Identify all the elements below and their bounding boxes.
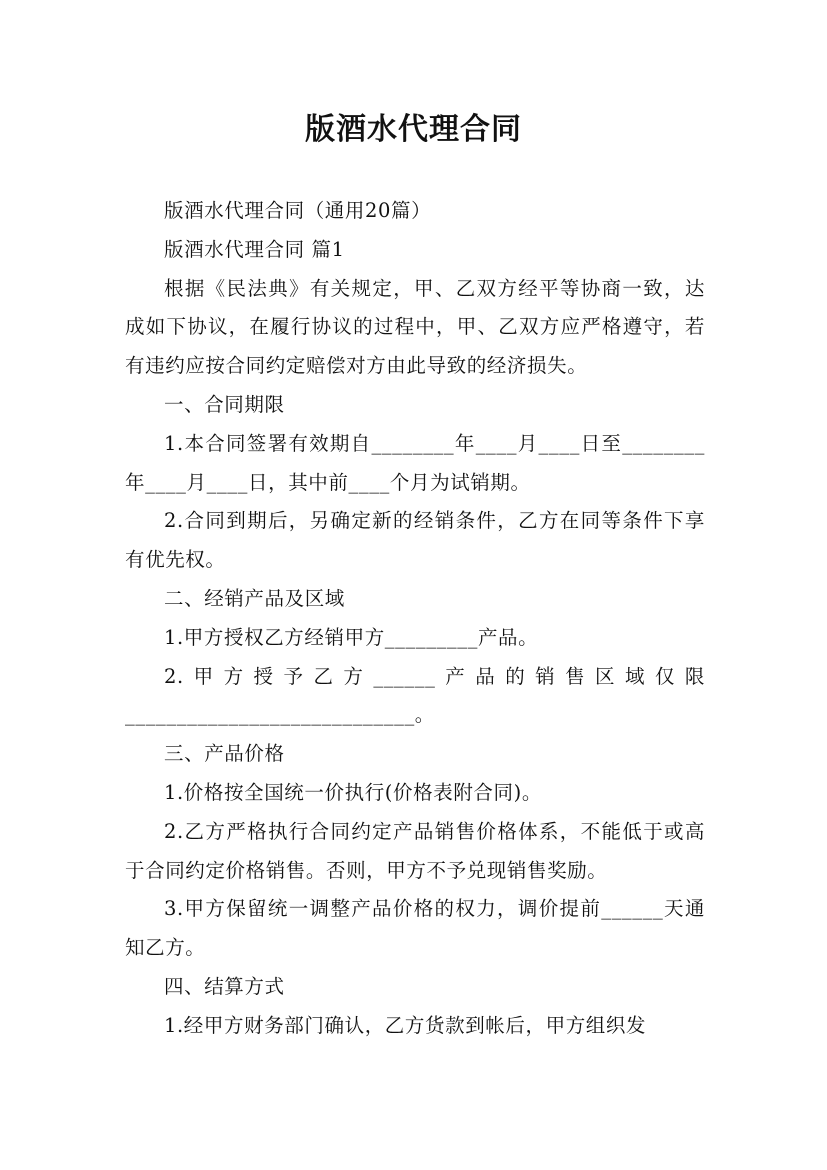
body-paragraph: 1.甲方授权乙方经销甲方_________产品。 [164,625,539,649]
document-body [125,192,705,1046]
section-heading: 四、结算方式 [164,974,285,998]
body-paragraph: 2.甲方授予乙方______产品的销售区域仅限____________________________。 [125,664,705,727]
section-heading: 一、合同期限 [164,392,285,416]
section-heading: 三、产品价格 [164,742,285,766]
subtitle-paragraph: 版酒水代理合同（通用20篇） [164,199,432,222]
body-paragraph: 1.价格按全国统一价执行(价格表附合同)。 [164,780,542,804]
body-paragraph: 2.合同到期后，另确定新的经销条件，乙方在同等条件下享有优先权。 [125,509,705,572]
section-heading: 版酒水代理合同 篇1 [164,237,345,261]
body-paragraph: 2.乙方严格执行合同约定产品销售价格体系，不能低于或高于合同约定价格销售。否则，甲方不予兑现销售奖励。 [125,819,705,882]
document-title: 版酒水代理合同 [305,112,522,147]
body-paragraph: 3.甲方保留统一调整产品价格的权力，调价提前______天通知乙方。 [125,897,705,960]
body-paragraph: 1.经甲方财务部门确认，乙方货款到帐后，甲方组织发 [164,1013,647,1037]
body-paragraph: 1.本合同签署有效期自________年____月____日至________年____月____日，其中前____个月为试销期。 [125,431,705,494]
body-paragraph: 根据《民法典》有关规定，甲、乙双方经平等协商一致，达成如下协议，在履行协议的过程中，甲、乙双方应严格遵守，若有违约应按合同约定赔偿对方由此导致的经济损失。 [125,276,705,378]
section-heading: 二、经销产品及区域 [164,586,345,610]
